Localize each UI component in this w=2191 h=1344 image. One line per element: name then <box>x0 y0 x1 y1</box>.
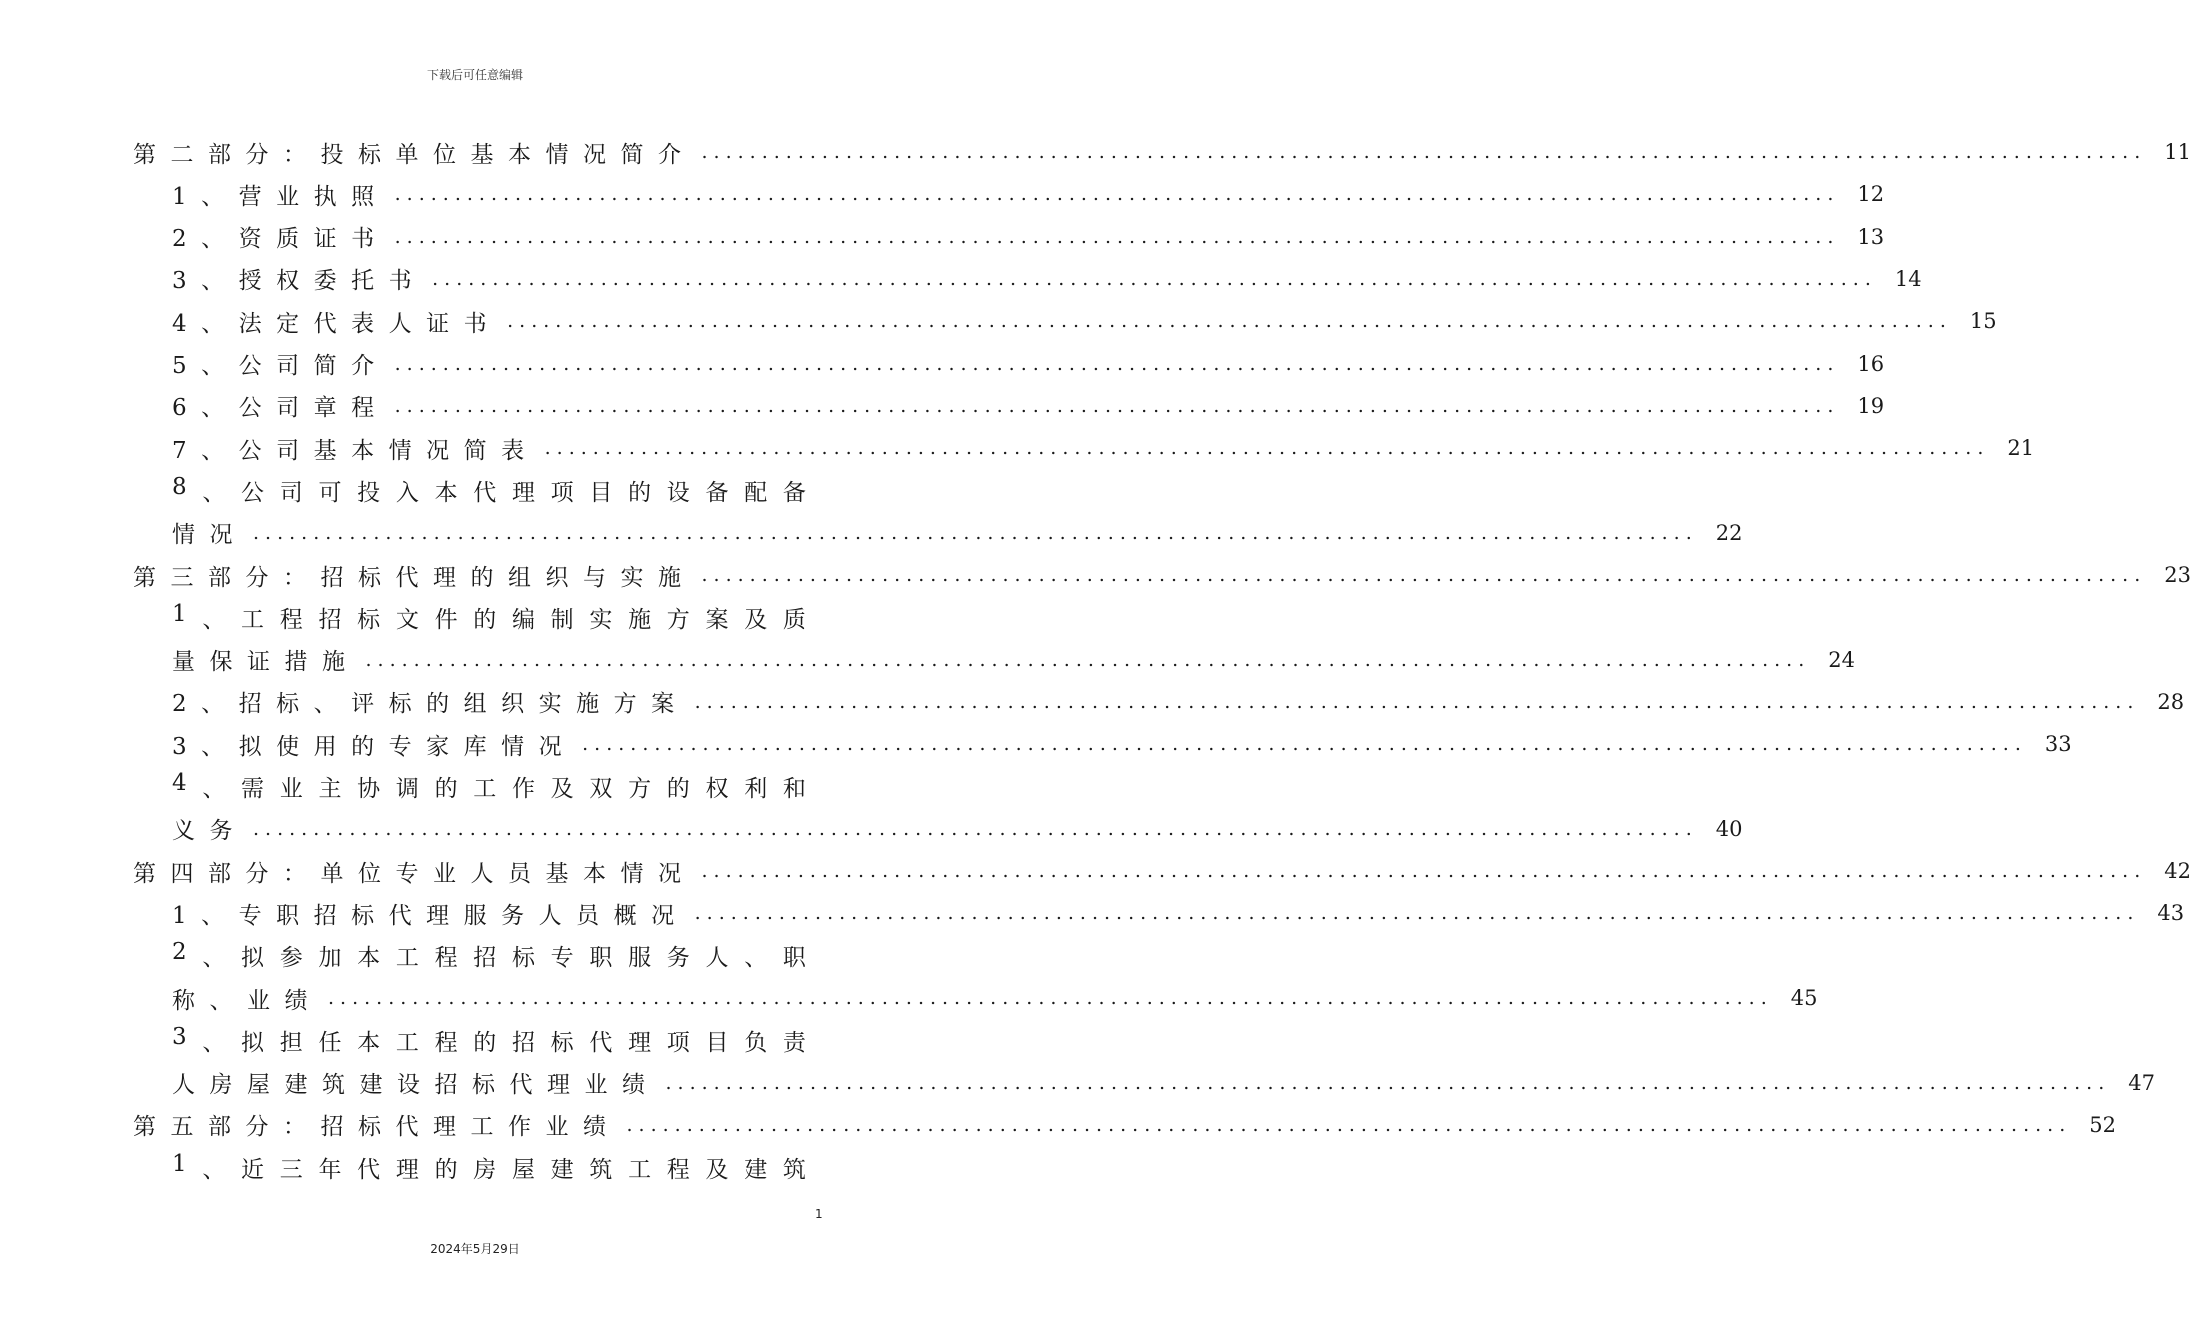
toc-page-number: 16 <box>1857 351 1885 376</box>
toc-leader-dots: ........................................................................................................................ <box>253 521 1698 544</box>
toc-part-entry <box>133 850 2191 892</box>
toc-leader-dots: ........................................................................................................................ <box>626 1113 2072 1136</box>
toc-entry-text: 8 、 公 司 可 投 入 本 代 理 项 目 的 设 备 配 备 <box>172 473 806 506</box>
toc-leader-dots: ........................................................................................................................ <box>432 267 1877 290</box>
toc-entry <box>172 258 1922 300</box>
toc-leader-dots: ........................................................................................................................ <box>701 860 2147 883</box>
toc-entry-text: 称、业绩 <box>172 987 322 1014</box>
toc-entry-text: 义务 <box>172 818 247 845</box>
toc-leader-dots: ........................................................................................................................ <box>507 310 1952 333</box>
toc-entry-text: 2、招标、评标的组织实施方案 <box>172 691 689 718</box>
toc-leader-dots: ........................................................................................................................ <box>394 183 1840 206</box>
toc-entry <box>172 385 1885 427</box>
toc-entry-text: 1、专职招标代理服务人员概况 <box>172 902 689 929</box>
toc-entry <box>172 808 1743 850</box>
toc-leader-dots: ........................................................................................................................ <box>694 690 2140 713</box>
toc-entry <box>172 512 1743 554</box>
toc-leader-dots: ........................................................................................................................ <box>394 394 1840 417</box>
toc-entry <box>172 1019 806 1061</box>
toc-entry-text: 1 、 近 三 年 代 理 的 房 屋 建 筑 工 程 及 建 筑 <box>172 1150 806 1183</box>
toc-entry <box>172 1146 806 1188</box>
toc-part-entry <box>133 1104 2116 1146</box>
toc-page-number: 40 <box>1715 816 1743 841</box>
toc-entry <box>172 216 1885 258</box>
toc-entry-text: 第四部分：单位专业人员基本情况 <box>133 860 696 887</box>
toc-entry-text: 3、拟使用的专家库情况 <box>172 733 577 760</box>
toc-part-entry <box>133 554 2191 596</box>
toc-leader-dots: ........................................................................................................................ <box>701 141 2147 163</box>
toc-entry-text: 第三部分：招标代理的组织与实施 <box>133 564 696 591</box>
toc-leader-dots: ........................................................................................................................ <box>544 437 1990 460</box>
toc-entry <box>172 596 806 638</box>
page-number: 1 <box>815 1207 823 1221</box>
toc-entry <box>172 639 1855 681</box>
toc-entry <box>172 766 806 808</box>
toc-page-number: 22 <box>1715 520 1743 545</box>
toc-entry-text: 第二部分：投标单位基本情况简介 <box>133 141 696 168</box>
toc-page-number: 13 <box>1857 224 1885 249</box>
toc-entry <box>172 681 2185 723</box>
toc-page-number: 33 <box>2044 732 2072 757</box>
footer-date: 2024年5月29日 <box>430 1242 520 1256</box>
toc-entry-text: 人房屋建筑建设招标代理业绩 <box>172 1072 660 1099</box>
toc-page-number: 42 <box>2164 859 2191 884</box>
toc-entry <box>172 300 1997 342</box>
toc-entry-text: 情况 <box>172 522 247 549</box>
toc-page-number: 47 <box>2128 1070 2155 1095</box>
toc-entry-text: 3、授权委托书 <box>172 268 427 295</box>
toc-entry-text: 5、公司简介 <box>172 353 389 379</box>
toc-entry-text: 1 、 工 程 招 标 文 件 的 编 制 实 施 方 案 及 质 <box>172 600 806 633</box>
toc-entry-text: 6、公司章程 <box>172 395 389 422</box>
toc-leader-dots: ........................................................................................................................ <box>253 817 1698 840</box>
toc-page-number: 52 <box>2089 1112 2116 1137</box>
toc-page-number: 28 <box>2157 689 2185 714</box>
toc-entry <box>172 723 2072 765</box>
toc-leader-dots: ........................................................................................................................ <box>394 352 1840 375</box>
toc-page-number: 19 <box>1857 393 1885 418</box>
toc-entry <box>172 977 1818 1019</box>
toc-page-number: 12 <box>1857 182 1885 207</box>
toc-entry <box>172 173 1885 215</box>
toc-leader-dots: ........................................................................................................................ <box>365 648 1811 671</box>
toc-entry-text: 4 、 需 业 主 协 调 的 工 作 及 双 方 的 权 利 和 <box>172 770 806 802</box>
toc-page-number: 11 <box>2164 140 2191 164</box>
toc-entry-text: 量保证措施 <box>172 649 360 676</box>
toc-entry-text: 4、法定代表人证书 <box>172 310 502 337</box>
toc-page-number: 15 <box>1969 309 1997 334</box>
toc-leader-dots: ........................................................................................................................ <box>701 564 2147 586</box>
toc-page-number: 24 <box>1828 647 1855 672</box>
toc-entry-text: 1、营业执照 <box>172 183 389 210</box>
toc-entry <box>172 343 1885 385</box>
toc-entry <box>172 1062 2155 1104</box>
toc-page-number: 45 <box>1790 986 1818 1010</box>
toc-leader-dots: ........................................................................................................................ <box>582 733 2027 756</box>
toc-entry <box>172 935 806 977</box>
toc-entry <box>172 892 2185 934</box>
toc-page-number: 43 <box>2157 901 2185 926</box>
toc-page-number: 23 <box>2164 563 2191 587</box>
toc-page-number: 14 <box>1894 266 1922 291</box>
toc-entry-text: 2、资质证书 <box>172 226 389 253</box>
toc-leader-dots: ........................................................................................................................ <box>328 987 1773 1009</box>
toc-entry <box>172 427 2035 469</box>
toc-entry-text: 2 、 拟 参 加 本 工 程 招 标 专 职 服 务 人 、 职 <box>172 939 806 972</box>
toc-leader-dots: ........................................................................................................................ <box>394 225 1840 248</box>
toc-leader-dots: ........................................................................................................................ <box>694 902 2140 925</box>
toc-entry-text: 3 、 拟 担 任 本 工 程 的 招 标 代 理 项 目 负 责 <box>172 1023 806 1056</box>
toc-part-entry <box>133 131 2191 173</box>
toc-entry-text: 7、公司基本情况简表 <box>172 437 539 464</box>
toc-entry-text: 第五部分：招标代理工作业绩 <box>133 1114 621 1141</box>
header-note: 下载后可任意编辑 <box>426 68 523 82</box>
toc-page-number: 21 <box>2007 436 2035 461</box>
toc-leader-dots: ........................................................................................................................ <box>665 1071 2111 1094</box>
toc-entry <box>172 469 806 511</box>
